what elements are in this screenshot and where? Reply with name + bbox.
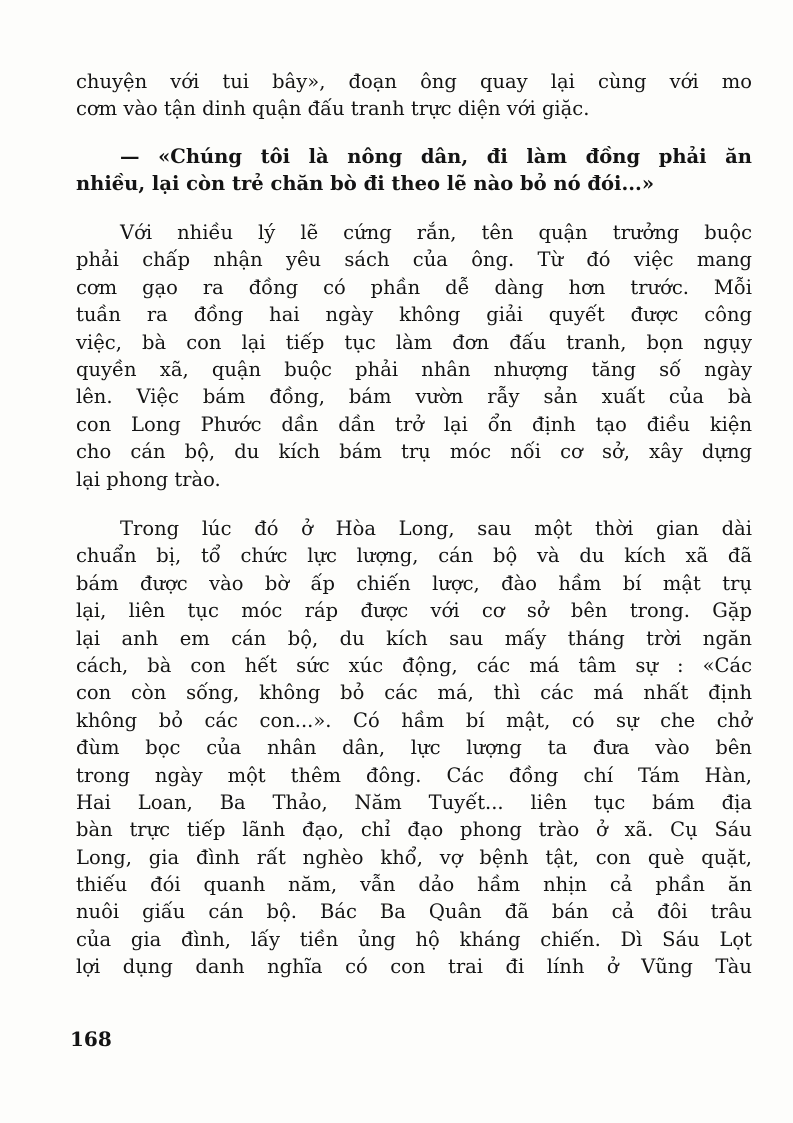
paragraph-body [76, 219, 752, 493]
text-line: lợi dụng danh nghĩa có con trai đi lính ở Vũng Tàu [76, 955, 752, 979]
text-line: cơm vào tận dinh quận đấu tranh trực diện với giặc. [76, 97, 590, 121]
paragraph-body [76, 515, 752, 981]
text-line: phải chấp nhận yêu sách của ông. Từ đó việc mang [76, 248, 752, 272]
text-line: đùm bọc của nhân dân, lực lượng ta đưa vào bên [76, 736, 752, 760]
text-line: Với nhiều lý lẽ cứng rắn, tên quận trưởng buộc [120, 221, 752, 244]
text-line: bàn trực tiếp lãnh đạo, chỉ đạo phong trào ở xã. Cụ Sáu [76, 818, 752, 842]
text-line: cơm gạo ra đồng có phần dễ dàng hơn trước. Mỗi [76, 275, 752, 299]
text-line: tuần ra đồng hai ngày không giải quyết được công [76, 303, 752, 327]
text-line: nuôi giấu cán bộ. Bác Ba Quân đã bán cả đôi trâu [76, 900, 752, 924]
text-line: lại, liên tục móc ráp được với cơ sở bên trong. Gặp [76, 599, 752, 623]
text-line: lại phong trào. [76, 467, 221, 491]
text-line: con còn sống, không bỏ các má, thì các má nhất định [76, 681, 752, 705]
text-line: chuyện với tui bây», đoạn ông quay lại cùng với mo [76, 70, 752, 93]
text-line: của gia đình, lấy tiền ủng hộ kháng chiến. Dì Sáu Lọt [76, 927, 752, 951]
text-line: quyền xã, quận buộc phải nhân nhượng tăng số ngày [76, 357, 752, 381]
page-number: 168 [70, 1027, 112, 1051]
paragraph-quote [76, 143, 752, 198]
text-line: Trong lúc đó ở Hòa Long, sau một thời gian dài [120, 517, 752, 540]
text-line: việc, bà con lại tiếp tục làm đơn đấu tranh, bọn ngụy [76, 330, 752, 354]
text-line: trong ngày một thêm đông. Các đồng chí Tám Hàn, [76, 763, 752, 787]
text-line: Hai Loan, Ba Thảo, Năm Tuyết... liên tục bám địa [76, 790, 752, 814]
text-line: chuẩn bị, tổ chức lực lượng, cán bộ và du kích xã đã [76, 544, 752, 568]
text-line: con Long Phước dần dần trở lại ổn định tạo điều kiện [76, 412, 752, 436]
text-line: — «Chúng tôi là nông dân, đi làm đồng phải ăn [120, 145, 752, 168]
text-line: cách, bà con hết sức xúc động, các má tâm sự : «Các [76, 653, 752, 677]
text-line: Long, gia đình rất nghèo khổ, vợ bệnh tật, con què quặt, [76, 845, 752, 869]
text-line: bám được vào bờ ấp chiến lược, đào hầm bí mật trụ [76, 571, 752, 595]
text-line: lên. Việc bám đồng, bám vườn rẫy sản xuất của bà [76, 385, 752, 409]
text-line: thiếu đói quanh năm, vẫn dảo hầm nhịn cả phần ăn [76, 873, 752, 897]
text-line: lại anh em cán bộ, du kích sau mấy tháng trời ngăn [76, 626, 752, 650]
text-line: cho cán bộ, du kích bám trụ móc nối cơ sở, xây dựng [76, 440, 752, 464]
text-line: không bỏ các con...». Có hầm bí mật, có sự che chở [76, 708, 752, 732]
paragraph-continuation [76, 68, 752, 123]
text-line: nhiều, lại còn trẻ chăn bò đi theo lẽ nào bỏ nó đói...» [76, 172, 655, 196]
